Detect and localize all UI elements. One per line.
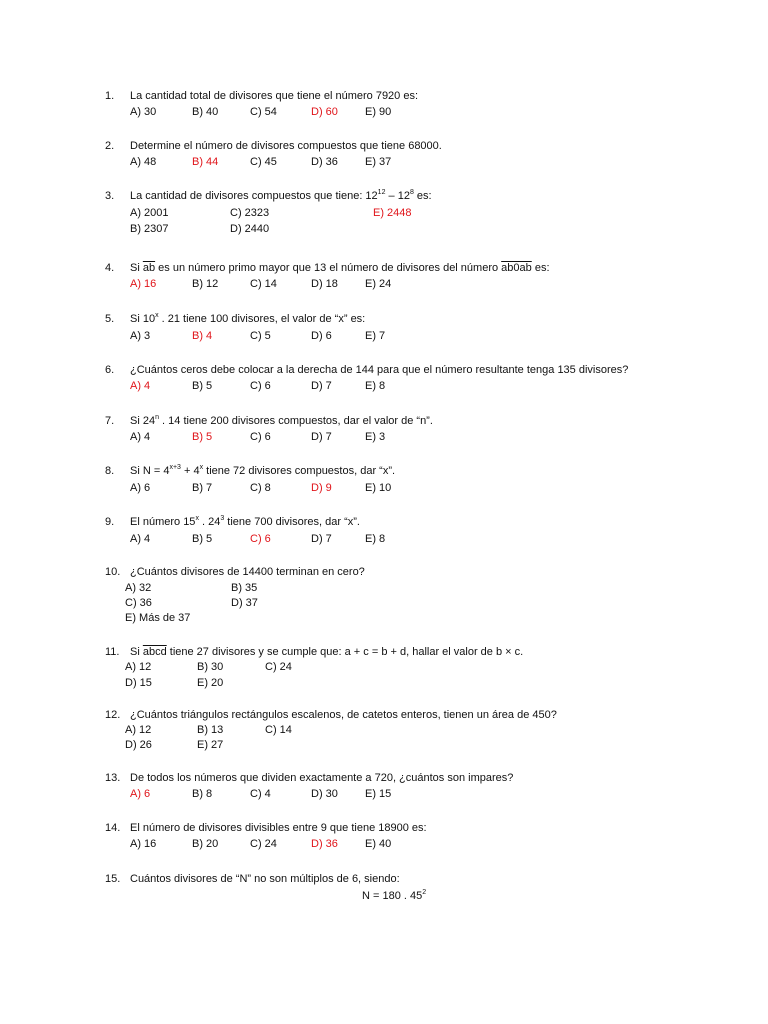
option-e: E) 37 [365,156,392,168]
option-b: B) 5 [192,533,213,545]
option-e: E) 7 [365,330,386,342]
option-b-correct: B) 5 [192,431,213,443]
question-number: 3. [105,190,115,202]
option-d: D) 2440 [230,223,270,235]
question-text: ¿Cuántos ceros debe colocar a la derecha de 144 para que el número resultante tenga 135 divisores? [130,364,629,376]
option-b: B) 5 [192,380,213,392]
question-text: Si 24$^n$ . 14 tiene 200 divisores compuestos, dar el valor de “n”. [130,414,433,427]
option-e-correct: E) 2448 [373,207,412,219]
option-a: A) 16 [130,838,157,850]
question-text: Determine el número de divisores compuestos que tiene 68000. [130,140,442,152]
option-d: D) 37 [231,597,258,609]
option-d: D) 7 [311,431,332,443]
question-number: 1. [105,90,115,102]
option-d: D) 18 [311,278,338,290]
question-number: 15. [105,873,121,885]
option-b: B) 7 [192,482,213,494]
question-text: El número 15$^x$ . $24^3$ tiene 700 divisores, dar “x”. [130,515,360,528]
question-number: 14. [105,822,121,834]
option-a: A) 32 [125,582,152,594]
option-c: C) 8 [250,482,271,494]
question-number: 12. [105,709,121,721]
option-c: C) 5 [250,330,271,342]
option-d: D) 7 [311,533,332,545]
question-number: 4. [105,262,115,274]
option-d: D) 6 [311,330,332,342]
option-e: E) 15 [365,788,392,800]
option-e: E) 90 [365,106,392,118]
option-b: B) 35 [231,582,258,594]
option-a: A) 3 [130,330,151,342]
question-text: ¿Cuántos divisores de 14400 terminan en cero? [130,566,365,578]
option-a-correct: A) 6 [130,788,151,800]
option-e: E) 3 [365,431,386,443]
option-a: A) 4 [130,431,151,443]
option-e: E) 24 [365,278,392,290]
option-d-correct: D) 36 [311,838,338,850]
option-a-correct: A) 4 [130,380,151,392]
option-a: A) 48 [130,156,157,168]
option-c: C) 4 [250,788,271,800]
option-a: A) 12 [125,724,152,736]
option-d-correct: D) 60 [311,106,338,118]
option-e: E) 10 [365,482,392,494]
option-e: E) 40 [365,838,392,850]
option-c: C) 14 [250,278,277,290]
question-number: 13. [105,772,121,784]
question-number: 8. [105,465,115,477]
option-a: A) 6 [130,482,151,494]
question-text: Cuántos divisores de “N” no son múltiplos de 6, siendo: [130,873,400,885]
option-c: C) 36 [125,597,152,609]
option-c: C) 45 [250,156,277,168]
question-text: Si $N = 4^{x+3} + 4^x$ tiene 72 divisores compuestos, dar “x”. [130,464,396,477]
question-number: 2. [105,140,115,152]
question-text: La cantidad total de divisores que tiene el número 7920 es: [130,90,419,102]
question-number: 7. [105,415,115,427]
option-a: A) 4 [130,533,151,545]
option-b-correct: B) 44 [192,156,219,168]
question-text: Si 10$^x$ . 21 tiene 100 divisores, el valor de “x” es: [130,312,366,325]
question-text: De todos los números que dividen exactamente a 720, ¿cuántos son impares? [130,772,514,784]
option-c: C) 6 [250,380,271,392]
option-b: B) 20 [192,838,219,850]
question-number: 11. [105,646,120,658]
option-a: A) 12 [125,661,152,673]
option-a-correct: A) 16 [130,278,157,290]
option-c: C) 14 [265,724,292,736]
question-number: 6. [105,364,115,376]
option-c: C) 24 [265,661,292,673]
question-number: 10. [105,566,121,578]
option-b: B) 12 [192,278,219,290]
option-d: D) 15 [125,677,152,689]
option-c: C) 24 [250,838,277,850]
question-text: El número de divisores divisibles entre 9 que tiene 18900 es: [130,822,427,834]
option-e: E) 20 [197,677,224,689]
option-b: B) 8 [192,788,213,800]
option-c: C) 2323 [230,207,270,219]
option-e: E) 8 [365,380,386,392]
option-b: B) 30 [197,661,224,673]
option-b-correct: B) 4 [192,330,213,342]
option-b: B) 13 [197,724,224,736]
formula: N = 180 . $45^2$ [362,889,427,902]
option-b: B) 2307 [130,223,169,235]
option-c: C) 6 [250,431,271,443]
option-b: B) 40 [192,106,219,118]
option-d-correct: D) 9 [311,482,332,494]
question-text: Si abcd tiene 27 divisores y se cumple que: a + c = b + d, hallar el valor de b × c. [130,646,524,658]
option-e: E) Más de 37 [125,612,191,624]
option-d: D) 7 [311,380,332,392]
option-e: E) 8 [365,533,386,545]
option-a: A) 30 [130,106,157,118]
option-e: E) 27 [197,739,224,751]
option-c-correct: C) 6 [250,533,271,545]
question-text: Si $\overline{ab}$ es un número primo mayor que 13 el número de divisores del número ab0ab es: [130,262,550,274]
question-text: La cantidad de divisores compuestos que tiene: $12^{12} - 12^8$ es: [130,189,432,202]
option-d: D) 36 [311,156,338,168]
option-c: C) 54 [250,106,277,118]
option-d: D) 30 [311,788,338,800]
question-number: 9. [105,516,115,528]
option-a: A) 2001 [130,207,169,219]
question-number: 5. [105,313,115,325]
option-d: D) 26 [125,739,152,751]
question-text: ¿Cuántos triángulos rectángulos escalenos, de catetos enteros, tienen un área de 450? [130,709,557,721]
